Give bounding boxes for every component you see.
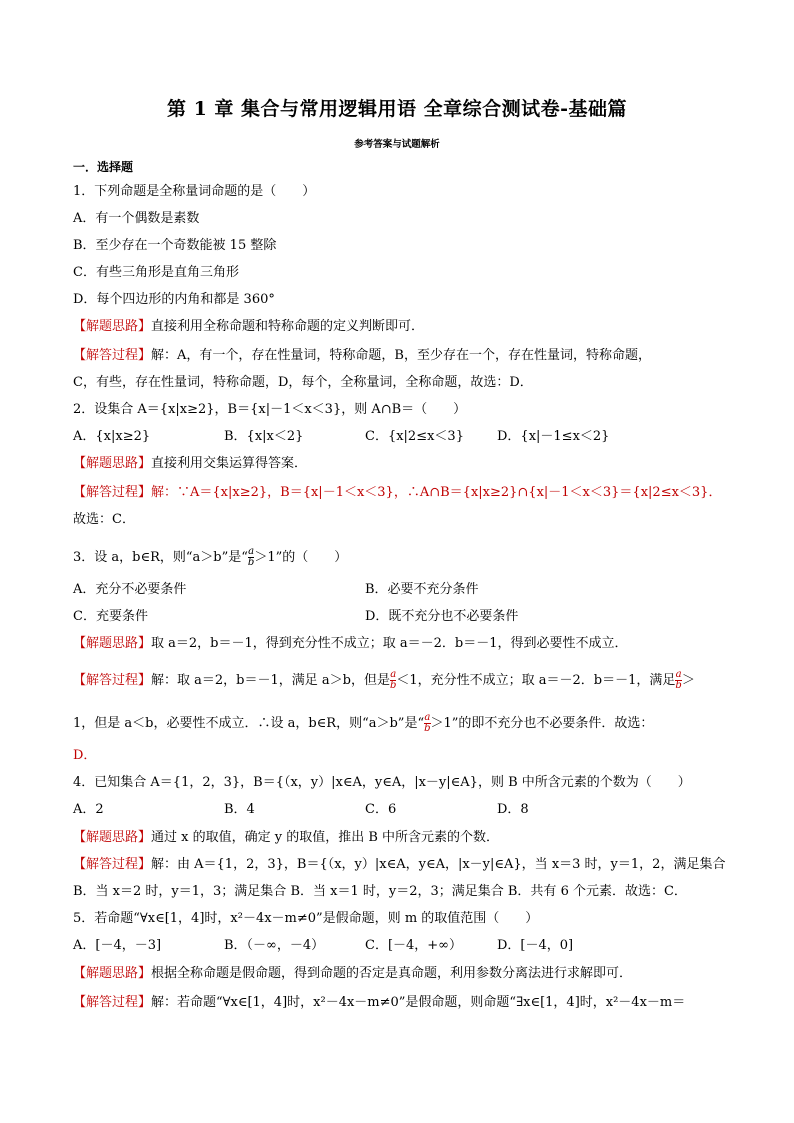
fraction-denominator: b [424,723,431,734]
q4-hint [73,829,754,847]
q2-option-c: C．{x|2≤x＜3} [365,429,464,444]
q4-option-a: A．2 [73,802,104,817]
q5-option-b: B．（－∞，－4） [224,938,325,953]
process-tag: 【解答过程】 [73,348,152,363]
fraction-numerator: a [424,712,431,723]
process-tag: 【解答过程】 [73,673,152,688]
page-subtitle: 参考答案与试题解析 [354,139,440,150]
q2-process-text: 解：∵A＝{x|x≥2}，B＝{x|－1＜x＜3}，∴A∩B＝{x|x≥2}∩{x|－1＜x＜3}＝{x|2≤x＜3}． [151,485,722,500]
q5-option-a: A．[－4，－3] [73,938,162,953]
q4-process [73,856,754,874]
process-tag: 【解答过程】 [73,485,152,500]
q3-process-2a: 1，但是 a＜b，必要性不成立．∴设 a，b∈R，则“a＞b”是“ [73,716,425,731]
q1-hint-text: 直接利用全称命题和特称命题的定义判断即可． [151,319,425,334]
q2-option-b: B．{x|x＜2} [224,429,304,444]
q5-hint-text: 根据全称命题是假命题，得到命题的否定是真命题，利用参数分离法进行求解即可． [151,966,633,981]
q5-hint [73,965,754,983]
q3-process-2b: ＞1”的即不充分也不必要条件．故选： [430,716,654,731]
q3-option-c: C．充要条件 [73,609,148,624]
q2-process-cont: 故选：C． [73,512,135,527]
q2-stem: 2．设集合 A＝{x|x≥2}，B＝{x|－1＜x＜3}，则 A∩B＝（ ） [73,402,467,417]
q4-process-text: 解：由 A＝{1，2，3}，B＝{（x，y）|x∈A，y∈A，|x－y|∈A}，当 x＝3 时，y＝1，2，满足集合 [151,857,726,872]
q5-process-text: 解：若命题“∀x∈[1，4]时，x²－4x－m≠0”是假命题，则命题“∃x∈[1，4]时，x²－4x－m＝ [151,995,686,1010]
q4-option-d: D．8 [497,802,529,817]
q3-stem [73,547,754,568]
q3-stem-b: ＞1”的（ ） [254,550,348,565]
fraction-numerator: a [248,546,255,557]
q3-stem-a: 3．设 a，b∈R，则“a＞b”是“ [73,550,248,565]
q1-process [73,347,754,365]
q3-process-a: 解：取 a＝2，b＝－1，满足 a＞b，但是 [151,673,390,688]
q3-process [73,670,754,691]
section-heading: 一．选择题 [73,160,134,174]
q1-hint [73,318,754,336]
q1-stem: 1．下列命题是全称量词命题的是（ ） [73,184,316,199]
q2-hint-text: 直接利用交集运算得答案． [151,456,308,471]
q5-option-c: C．[－4，+∞） [365,938,463,953]
hint-tag: 【解题思路】 [73,636,152,651]
q4-option-c: C．6 [365,802,397,817]
fraction-numerator: a [675,669,682,680]
fraction-denominator: b [675,680,682,691]
process-tag: 【解答过程】 [73,857,152,872]
q3-option-a: A．充分不必要条件 [73,582,187,597]
page-title: 第 1 章 集合与常用逻辑用语 全章综合测试卷-基础篇 [166,98,628,120]
hint-tag: 【解题思路】 [73,966,152,981]
q3-process-end: D． [73,748,97,763]
q1-option-c: C．有些三角形是直角三角形 [73,265,239,280]
q4-process-cont: B．当 x＝2 时，y＝1，3；满足集合 B．当 x＝1 时，y＝2，3；满足集合 B．共有 6 个元素．故选：C． [73,884,687,899]
q5-process [73,994,754,1012]
hint-tag: 【解题思路】 [73,830,152,845]
q1-option-a: A．有一个偶数是素数 [73,211,200,226]
fraction-numerator: a [390,669,397,680]
q3-process-cont [73,713,754,734]
q4-hint-text: 通过 x 的取值，确定 y 的取值，推出 B 中所含元素的个数． [151,830,500,845]
q1-process-text: 解：A，有一个，存在性量词，特称命题，B，至少存在一个，存在性量词，特称命题， [151,348,651,363]
q2-process [73,484,754,502]
q5-option-d: D．[－4，0] [497,938,574,953]
q3-option-b: B．必要不充分条件 [365,582,479,597]
q3-process-c: ＞ [681,673,695,688]
q3-option-d: D．既不充分也不必要条件 [365,609,519,624]
fraction-denominator: b [247,557,255,568]
q1-option-d: D．每个四边形的内角和都是 360° [73,292,275,307]
q3-hint-text: 取 a＝2，b＝－1，得到充分性不成立；取 a＝－2．b＝－1，得到必要性不成立． [151,636,628,651]
q4-stem: 4．已知集合 A＝{1，2，3}，B＝{（x，y）|x∈A，y∈A，|x－y|∈A}，则 B 中所含元素的个数为（ ） [73,775,691,790]
q1-option-b: B．至少存在一个奇数能被 15 整除 [73,238,277,253]
q2-option-d: D．{x|－1≤x＜2} [497,429,610,444]
fraction-denominator: b [389,680,397,691]
q2-option-a: A．{x|x≥2} [73,429,151,444]
q3-hint [73,635,754,653]
q4-option-b: B．4 [224,802,255,817]
q1-process-cont: C，有些，存在性量词，特称命题，D，每个，全称量词，全称命题，故选：D． [73,375,533,390]
hint-tag: 【解题思路】 [73,319,152,334]
process-tag: 【解答过程】 [73,995,152,1010]
hint-tag: 【解题思路】 [73,456,152,471]
q2-hint [73,455,754,473]
q3-process-b: ＜1，充分性不成立；取 a＝－2．b＝－1，满足 [396,673,676,688]
q5-stem: 5．若命题“∀x∈[1，4]时，x²－4x－m≠0”是假命题，则 m 的取值范围（ ） [73,911,539,926]
